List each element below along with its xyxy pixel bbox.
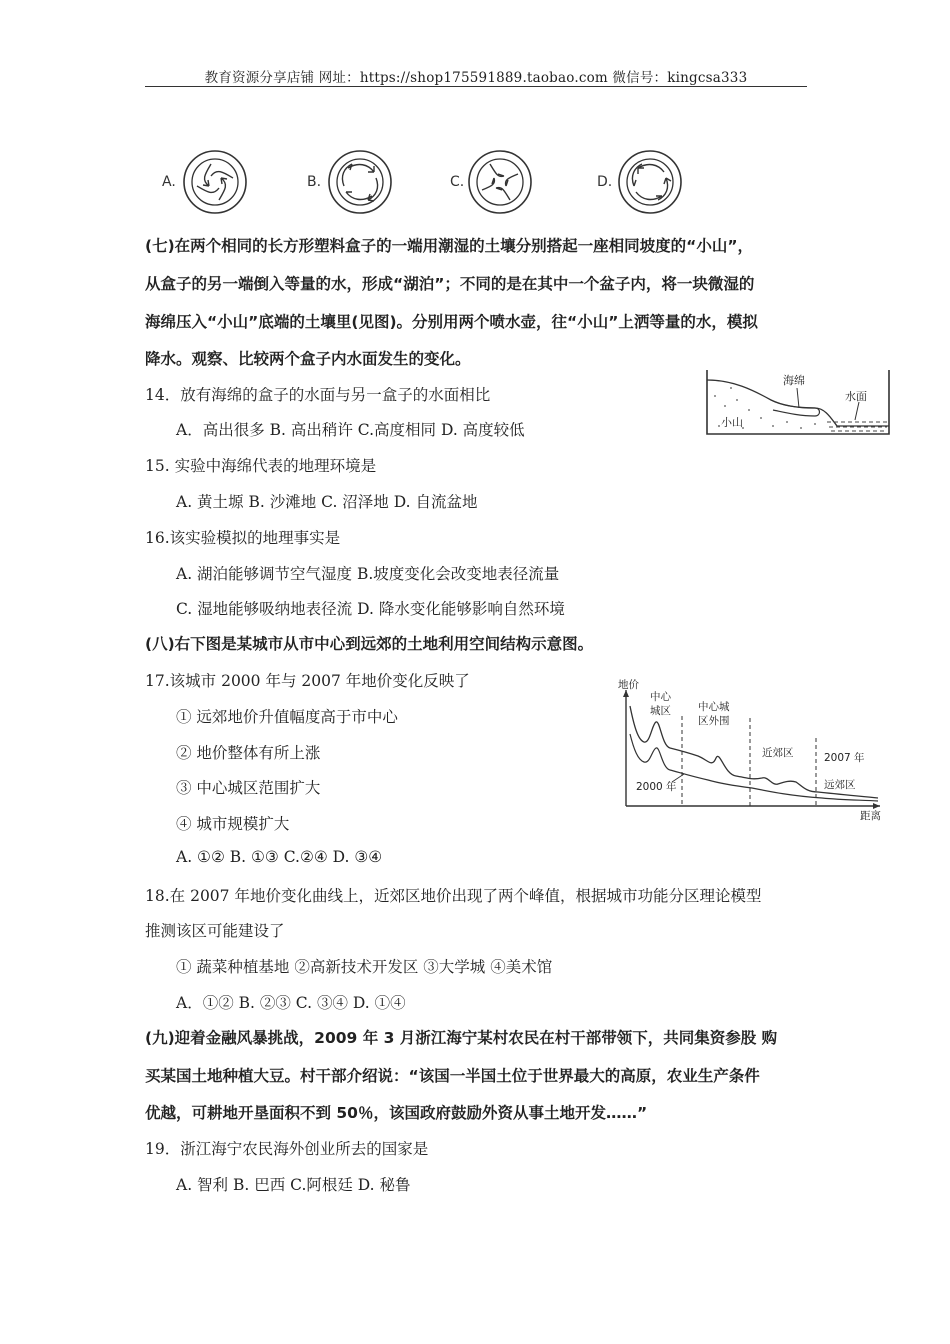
section7-line3: 海绵压入“小山”底端的土壤里(见图)。分别用两个喷水壶，往“小山”上洒等量的水，模拟 (145, 313, 758, 331)
q16-options-ab: A. 湖泊能够调节空气湿度 B.坡度变化会改变地表径流量 (176, 565, 560, 583)
q18-line2: 推测该区可能建设了 (145, 922, 285, 940)
land-price-figure (612, 676, 894, 824)
figure-d (619, 151, 681, 213)
section8-text: (八)右下图是某城市从市中心到远郊的土地利用空间结构示意图。 (145, 635, 594, 653)
q17-item4: ④ 城市规模扩大 (176, 815, 290, 833)
zone-far-suburb: 远郊区 (824, 779, 856, 791)
q17-stem: 17.该城市 2000 年与 2007 年地价变化反映了 (145, 672, 470, 690)
q13-option-b-label: B. (307, 174, 322, 190)
zone-outer-2: 区外围 (698, 715, 730, 727)
hill-label: 小山 (721, 416, 743, 429)
zone-outer-1: 中心城 (698, 701, 730, 713)
figure-b (329, 151, 391, 213)
section9-line3: 优越，可耕地开垦面积不到 50％，该国政府鼓励外资从事土地开发……” (145, 1104, 648, 1122)
q14-stem: 14．放有海绵的盒子的水面与另一盒子的水面相比 (145, 386, 491, 404)
q17-item3: ③ 中心城区范围扩大 (176, 779, 321, 797)
sponge-experiment-figure (703, 366, 893, 438)
q16-options-cd: C. 湿地能够吸纳地表径流 D. 降水变化能够影响自然环境 (176, 600, 565, 618)
zone-center-2: 城区 (650, 705, 671, 717)
sponge-label: 海绵 (783, 374, 805, 387)
zone-near-suburb: 近郊区 (762, 747, 794, 759)
section7-line4: 降水。观察、比较两个盒子内水面发生的变化。 (145, 350, 471, 368)
q17-item1: ① 远郊地价升值幅度高于市中心 (176, 708, 398, 726)
q18-options: A．①② B. ②③ C. ③④ D. ①④ (176, 994, 406, 1012)
q17-item2: ② 地价整体有所上涨 (176, 744, 321, 762)
x-axis-label: 距离 (860, 810, 881, 822)
q16-stem: 16.该实验模拟的地理事实是 (145, 529, 341, 547)
q15-stem: 15. 实验中海绵代表的地理环境是 (145, 457, 377, 475)
q13-option-d-label: D. (597, 174, 613, 190)
q19-options: A. 智利 B. 巴西 C.阿根廷 D. 秘鲁 (176, 1176, 411, 1194)
q13-option-c-label: C. (450, 174, 465, 190)
q13-option-a-label: A. (162, 174, 176, 190)
q15-options: A. 黄土塬 B. 沙滩地 C. 沼泽地 D. 自流盆地 (176, 493, 478, 511)
figure-a (184, 151, 246, 213)
q18-line1: 18.在 2007 年地价变化曲线上，近郊区地价出现了两个峰值，根据城市功能分区理论模型 (145, 887, 762, 905)
section9-line1: (九)迎着金融风暴挑战，2009 年 3 月浙江海宁某村农民在村干部带领下，共同集资参股 购 (145, 1029, 778, 1047)
q17-options: A. ①② B. ①③ C.②④ D. ③④ (176, 848, 383, 866)
section7-line1: (七)在两个相同的长方形塑料盒子的一端用潮湿的土壤分别搭起一座相同坡度的“小山”， (145, 237, 754, 255)
section7-line2: 从盒子的另一端倒入等量的水，形成“湖泊”；不同的是在其中一个盆子内，将一块微湿的 (145, 275, 755, 293)
year-2007-label: 2007 年 (824, 752, 865, 764)
q14-options: A．高出很多 B. 高出稍许 C.高度相同 D. 高度较低 (176, 421, 525, 439)
figure-c (469, 151, 531, 213)
q19-stem: 19．浙江海宁农民海外创业所去的国家是 (145, 1140, 429, 1158)
water-surface-label: 水面 (845, 390, 867, 403)
page-header: 教育资源分享店铺 网址：https://shop175591889.taobao.com 微信号：kingcsa333 (204, 70, 748, 86)
zone-center-1: 中心 (650, 691, 671, 703)
rotation-figures (150, 145, 710, 225)
header-rule (145, 86, 807, 87)
year-2000-label: 2000 年 (636, 781, 677, 793)
q18-items: ① 蔬菜种植基地 ②高新技术开发区 ③大学城 ④美术馆 (176, 958, 553, 976)
section9-line2: 买某国土地种植大豆。村干部介绍说：“该国一半国土位于世界最大的高原，农业生产条件 (145, 1067, 760, 1085)
y-axis-label: 地价 (618, 679, 639, 691)
